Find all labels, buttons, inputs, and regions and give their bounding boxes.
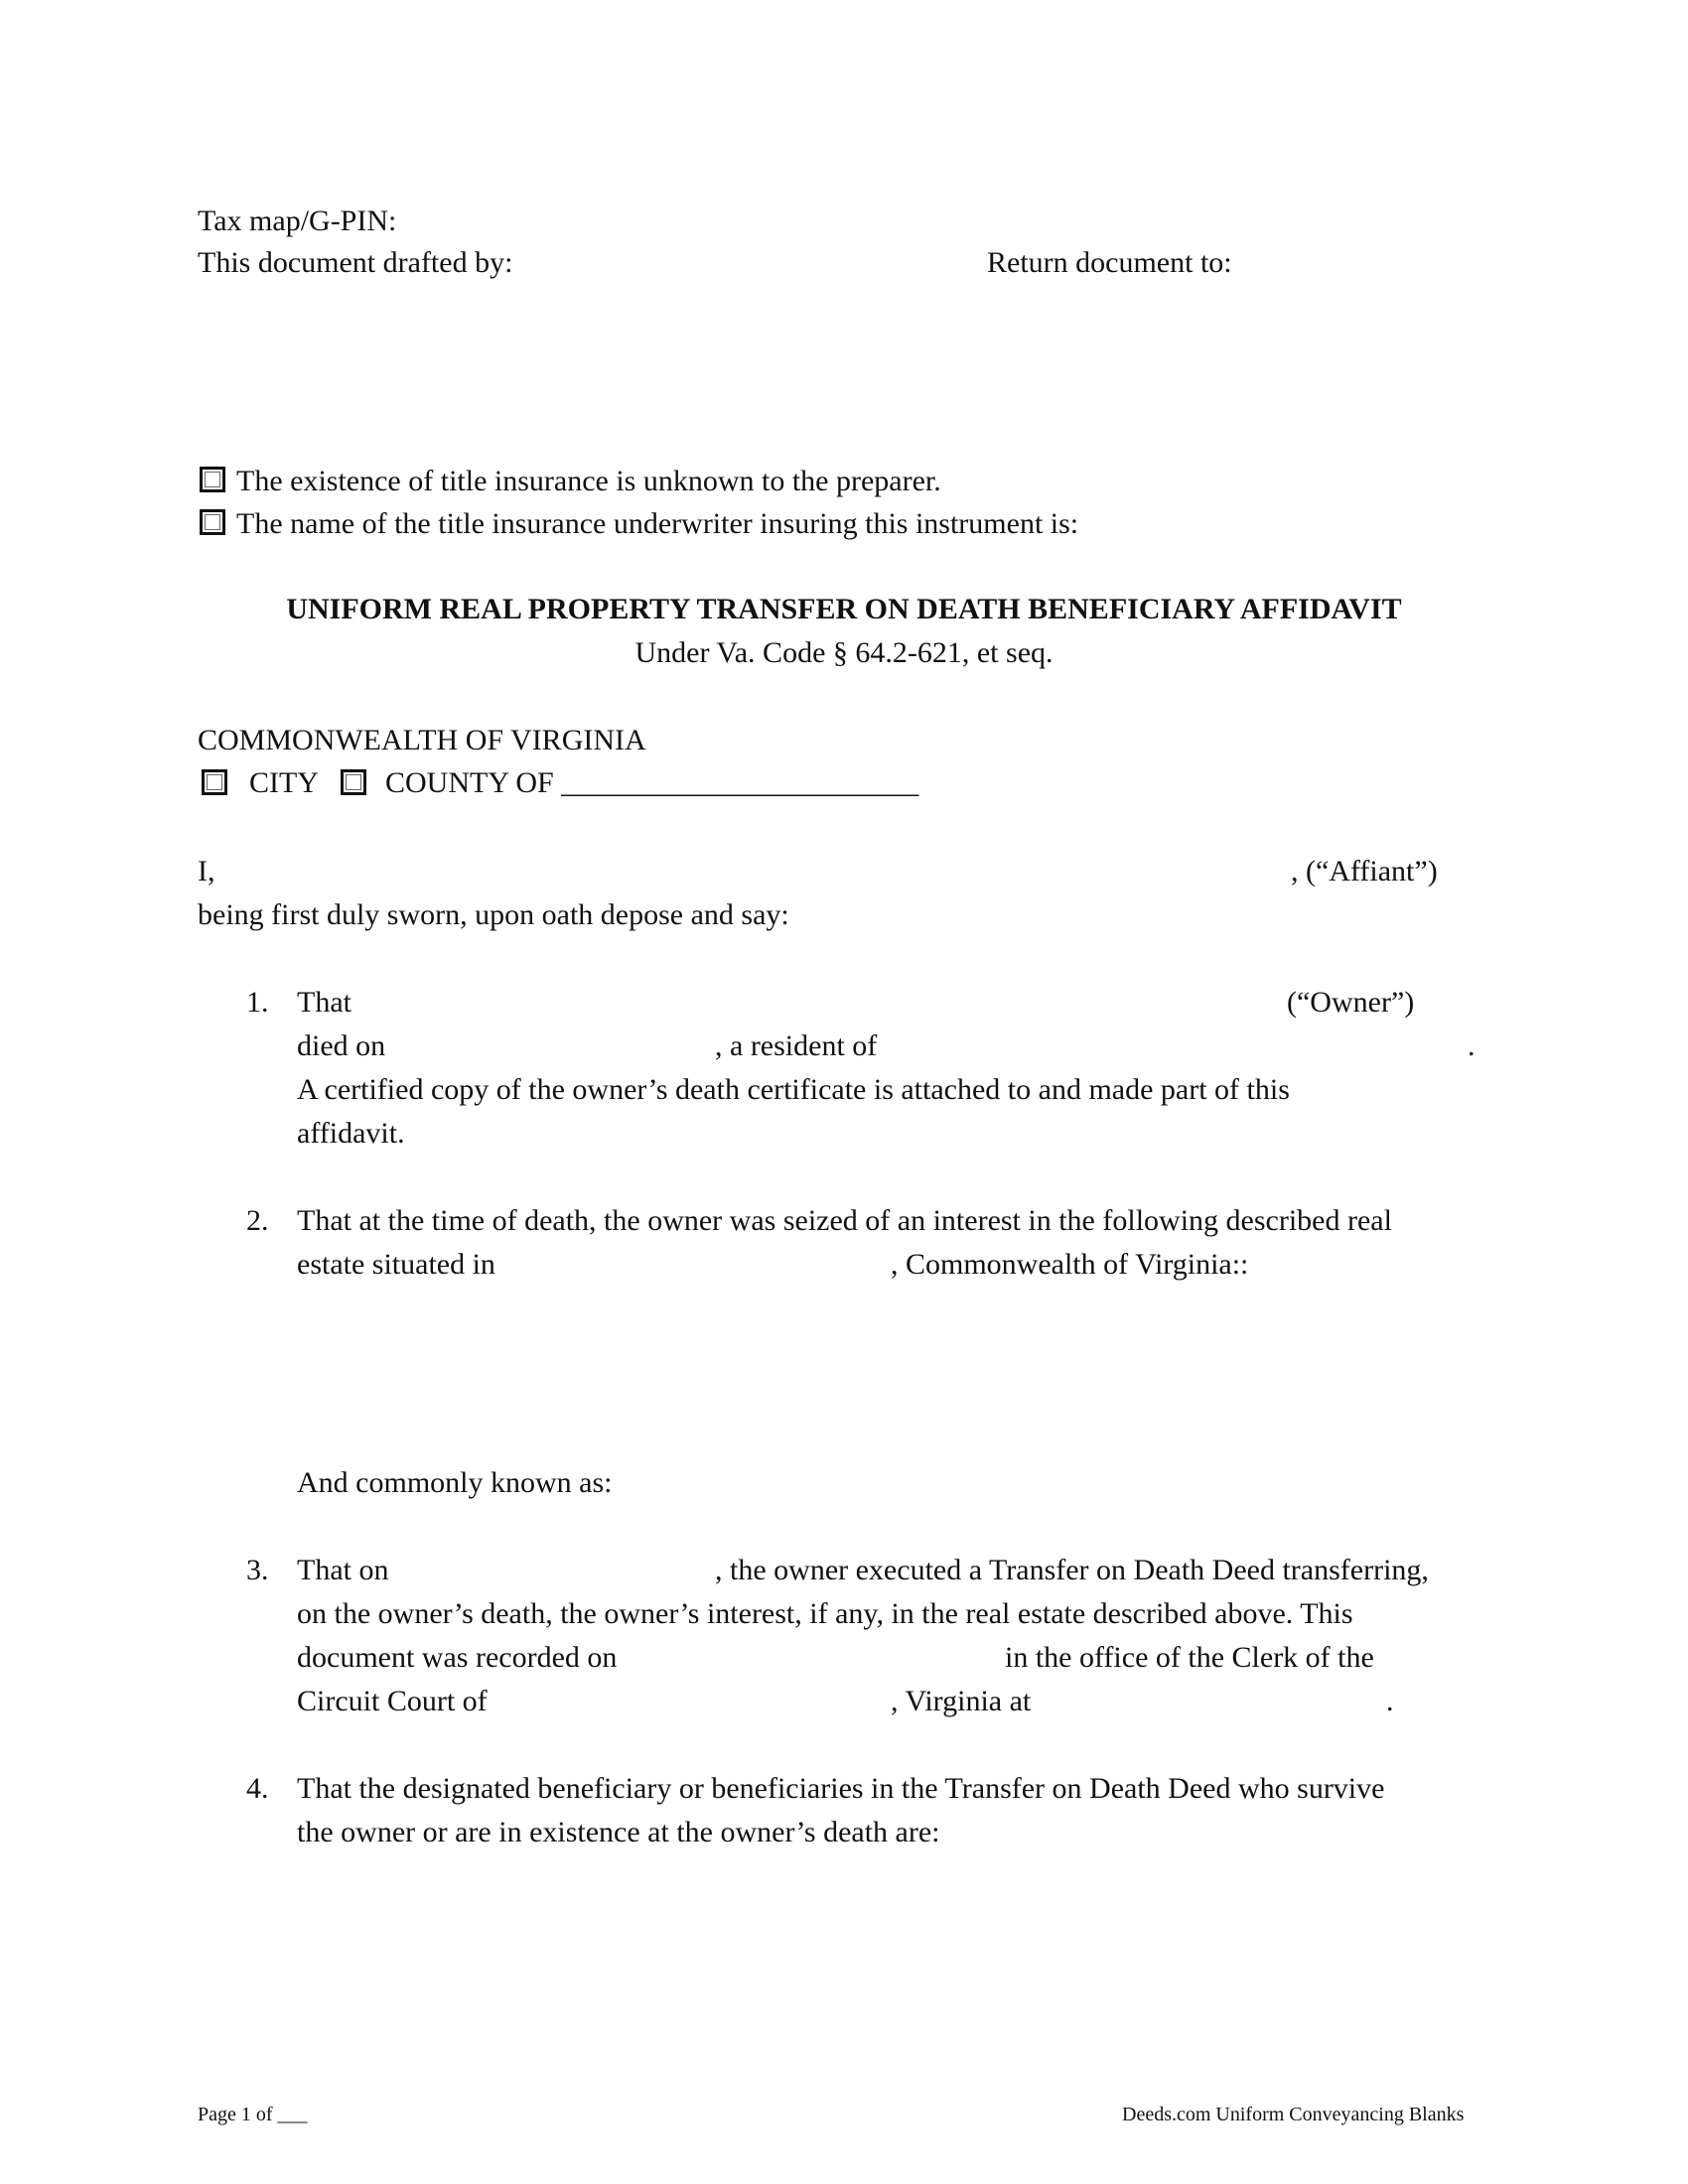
item-4-number: 4.: [246, 1772, 269, 1805]
item-3-that-on: That on: [297, 1554, 389, 1586]
item-4-line-1: That the designated beneficiary or beneficiaries in the Transfer on Death Deed who survive: [297, 1772, 1385, 1805]
item-2-number: 2.: [246, 1204, 269, 1237]
affiant-i: I,: [198, 855, 215, 887]
page-number: Page 1 of ___: [198, 2104, 308, 2125]
item-1-number: 1.: [246, 986, 269, 1019]
title-insurance-underwriter-text: The name of the title insurance underwriter insuring this instrument is:: [236, 507, 1079, 540]
item-1-resident-of: , a resident of: [715, 1029, 878, 1062]
item-1-died-on: died on: [297, 1029, 386, 1062]
commonwealth-heading: COMMONWEALTH OF VIRGINIA: [198, 724, 646, 756]
city-checkbox[interactable]: [202, 769, 227, 795]
item-1-that: That: [297, 986, 352, 1019]
sworn-statement: being first duly sworn, upon oath depose and say:: [198, 898, 789, 931]
item-3-clerk-office: in the office of the Clerk of the: [1005, 1641, 1374, 1674]
drafted-by-label: This document drafted by:: [198, 246, 513, 279]
county-checkbox[interactable]: [341, 769, 366, 795]
county-label: COUNTY OF ________________________: [385, 766, 919, 799]
title-insurance-underwriter-checkbox[interactable]: [200, 509, 225, 535]
document-title: UNIFORM REAL PROPERTY TRANSFER ON DEATH BENEFICIARY AFFIDAVIT: [286, 593, 1402, 625]
title-insurance-unknown-text: The existence of title insurance is unknown to the preparer.: [236, 465, 941, 497]
return-to-label: Return document to:: [987, 246, 1232, 279]
item-3-circuit-court: Circuit Court of: [297, 1685, 488, 1717]
document-subtitle: Under Va. Code § 64.2-621, et seq.: [634, 636, 1054, 669]
tax-map-label: Tax map/G-PIN:: [198, 205, 397, 237]
item-1-certified-copy: A certified copy of the owner’s death certificate is attached to and made part of this: [297, 1073, 1290, 1106]
footer-brand: Deeds.com Uniform Conveyancing Blanks: [1122, 2104, 1465, 2125]
item-3-line-2: on the owner’s death, the owner’s interest, if any, in the real estate described above. This: [297, 1597, 1353, 1630]
item-4-line-2: the owner or are in existence at the owner’s death are:: [297, 1816, 940, 1848]
item-2-line-1: That at the time of death, the owner was seized of an interest in the following described real: [297, 1204, 1392, 1237]
item-3-period: .: [1386, 1685, 1394, 1717]
item-2-estate-situated: estate situated in: [297, 1248, 495, 1281]
item-3-number: 3.: [246, 1554, 269, 1586]
item-3-recorded-on: document was recorded on: [297, 1641, 618, 1674]
item-2-known-as: And commonly known as:: [297, 1466, 613, 1499]
item-3-executed: , the owner executed a Transfer on Death Deed transferring,: [715, 1554, 1429, 1586]
item-1-period: .: [1468, 1029, 1476, 1062]
item-1-affidavit: affidavit.: [297, 1117, 405, 1150]
item-3-virginia-at: , Virginia at: [891, 1685, 1032, 1717]
city-label: CITY: [249, 766, 319, 799]
title-insurance-unknown-checkbox[interactable]: [200, 467, 225, 492]
item-1-owner-label: (“Owner”): [1287, 986, 1415, 1019]
item-2-commonwealth: , Commonwealth of Virginia::: [891, 1248, 1249, 1281]
affiant-label: , (“Affiant”): [1291, 855, 1438, 887]
